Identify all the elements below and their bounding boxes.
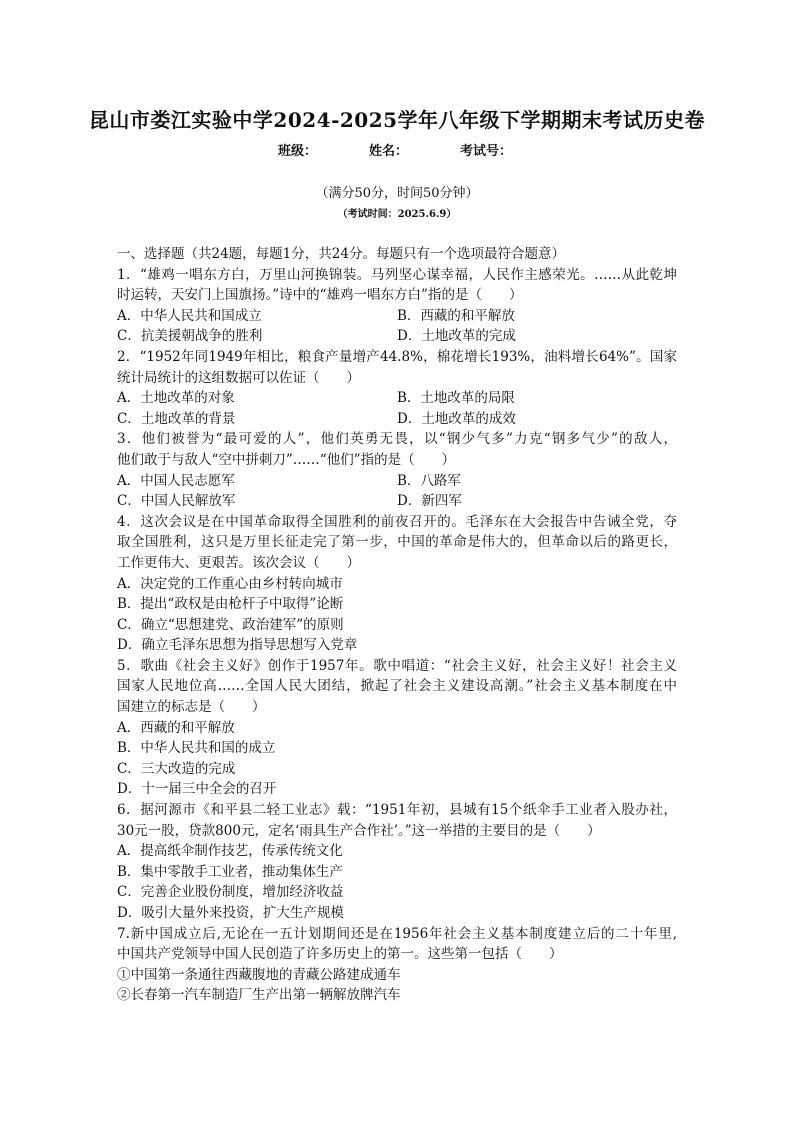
option-b: B．八路军: [397, 472, 461, 489]
question-stem-line: 1．“雄鸡一唱东方白，万里山河换锦装。马列坚心谋幸福，人民作主感荣光。……从此乾坤: [117, 266, 677, 283]
question-6: [117, 800, 677, 924]
option-d: D．土地改革的完成: [397, 328, 516, 345]
section-heading: 一、选择题（共24题，每题1分，共24分。每题只有一个选项最符合题意）: [117, 246, 565, 262]
option-a: A．决定党的工作重心由乡村转向城市: [117, 575, 343, 592]
question-stem-line: 国建立的标志是（ ）: [117, 699, 266, 716]
option-c: C．抗美援朝战争的胜利: [117, 328, 263, 345]
option-a: A．中国人民志愿军: [117, 472, 235, 489]
question-stem-line: 国家人民地位高……全国人民大团结，掀起了社会主义建设高潮。”社会主义基本制度在中: [117, 678, 677, 695]
option-d: D．新四军: [397, 493, 462, 510]
option-row: [117, 306, 677, 327]
option-a: A．提高纸伞制作技艺，传承传统文化: [117, 843, 343, 860]
exam-title: 昆山市娄江实验中学2024-2025学年八年级下学期期末考试历史卷: [88, 108, 706, 132]
option-c: C．确立“思想建党、政治建军”的原则: [117, 616, 344, 633]
question-stem-line: 2．“1952年同1949年相比，粮食产量增产44.8%，棉花增长193%，油料增长64%”。国家: [117, 348, 677, 365]
option-row: [117, 491, 677, 512]
option-b: B．中华人民共和国的成立: [117, 740, 276, 757]
option-d: D．土地改革的成效: [397, 410, 516, 427]
option-a: A．中华人民共和国成立: [117, 307, 262, 324]
option-a: A．土地改革的对象: [117, 390, 235, 407]
exam-number-label: 考试号：: [460, 144, 513, 159]
question-stem-line: 统计局统计的这组数据可以佐证（ ）: [117, 369, 360, 386]
questions-body: [117, 244, 677, 1006]
option-d: D．吸引大量外来投资，扩大生产规模: [117, 905, 344, 921]
option-c: C．土地改革的背景: [117, 410, 236, 427]
question-stem-line: 7.新中国成立后,无论在一五计划期间还是在1956年社会主义基本制度建立后的二十年里,: [117, 925, 677, 942]
question-stem-line: 取全国胜利，这只是万里长征走完了第一步，中国的革命是伟大的，但革命以后的路更长，: [117, 534, 677, 551]
option-d: D．确立毛泽东思想为指导思想写入党章: [117, 637, 358, 654]
question-stem-line: 中国共产党领导中国人民创造了许多历史上的第一。这些第一包括（ ）: [117, 946, 563, 963]
question-stem-line: 5．歌曲《社会主义好》创作于1957年。歌中唱道：“社会主义好，社会主义好！社会主义: [117, 657, 677, 674]
option-row: [117, 388, 677, 409]
question-3: [117, 429, 677, 511]
option-c: C．中国人民解放军: [117, 493, 236, 510]
question-stem-line: 6．据河源市《和平县二轻工业志》载：“1951年初，县城有15个纸伞手工业者入股办社，: [117, 802, 677, 819]
option-b: B．西藏的和平解放: [397, 307, 515, 324]
question-stem-line: 30元一股，贷款800元，定名‘雨具生产合作社’。”这一举措的主要目的是（ ）: [117, 822, 601, 839]
question-5: [117, 656, 677, 800]
option-c: C．三大改造的完成: [117, 760, 236, 777]
option-b: B．土地改革的局限: [397, 390, 515, 407]
question-stem-line: 3．他们被誉为“最可爱的人”，他们英勇无畏，以“钢少气多”力克“钢多气少”的敌人，: [117, 431, 677, 448]
question-4: [117, 512, 677, 656]
option-row: [117, 409, 677, 430]
question-2: [117, 347, 677, 429]
option-c: C．完善企业股份制度，增加经济收益: [117, 884, 344, 901]
question-stem-line: 4．这次会议是在中国革命取得全国胜利的前夜召开的。毛泽东在大会报告中告诫全党，夺: [117, 513, 677, 530]
question-1: [117, 265, 677, 347]
option-a: A．西藏的和平解放: [117, 719, 235, 736]
option-b: B．集中零散手工业者，推动集体生产: [117, 863, 343, 880]
exam-date-note: （考试时间：2025.6.9）: [337, 209, 457, 220]
question-stem-line: 他们敢于与敌人“空中拼刺刀”……“他们”指的是（ ）: [117, 451, 456, 468]
option-b: B．提出“政权是由枪杆子中取得”论断: [117, 596, 344, 613]
statement-item: ①中国第一条通往西藏腹地的青藏公路建成通车: [117, 966, 401, 983]
name-label: 姓名：: [369, 144, 409, 159]
option-d: D．十一届三中全会的召开: [117, 781, 277, 798]
class-label: 班级：: [278, 144, 318, 159]
option-row: [117, 471, 677, 492]
score-time-note: （满分50分，时间50分钟）: [315, 186, 479, 201]
option-row: [117, 326, 677, 347]
question-stem-line: 时运转，天安门上国旗扬。”诗中的“雄鸡一唱东方白”指的是（ ）: [117, 287, 523, 304]
question-7: [117, 924, 677, 1006]
question-stem-line: 工作更伟大、更艰苦。该次会议（ ）: [117, 554, 360, 571]
statement-item: ②长春第一汽车制造厂生产出第一辆解放牌汽车: [117, 987, 401, 1004]
